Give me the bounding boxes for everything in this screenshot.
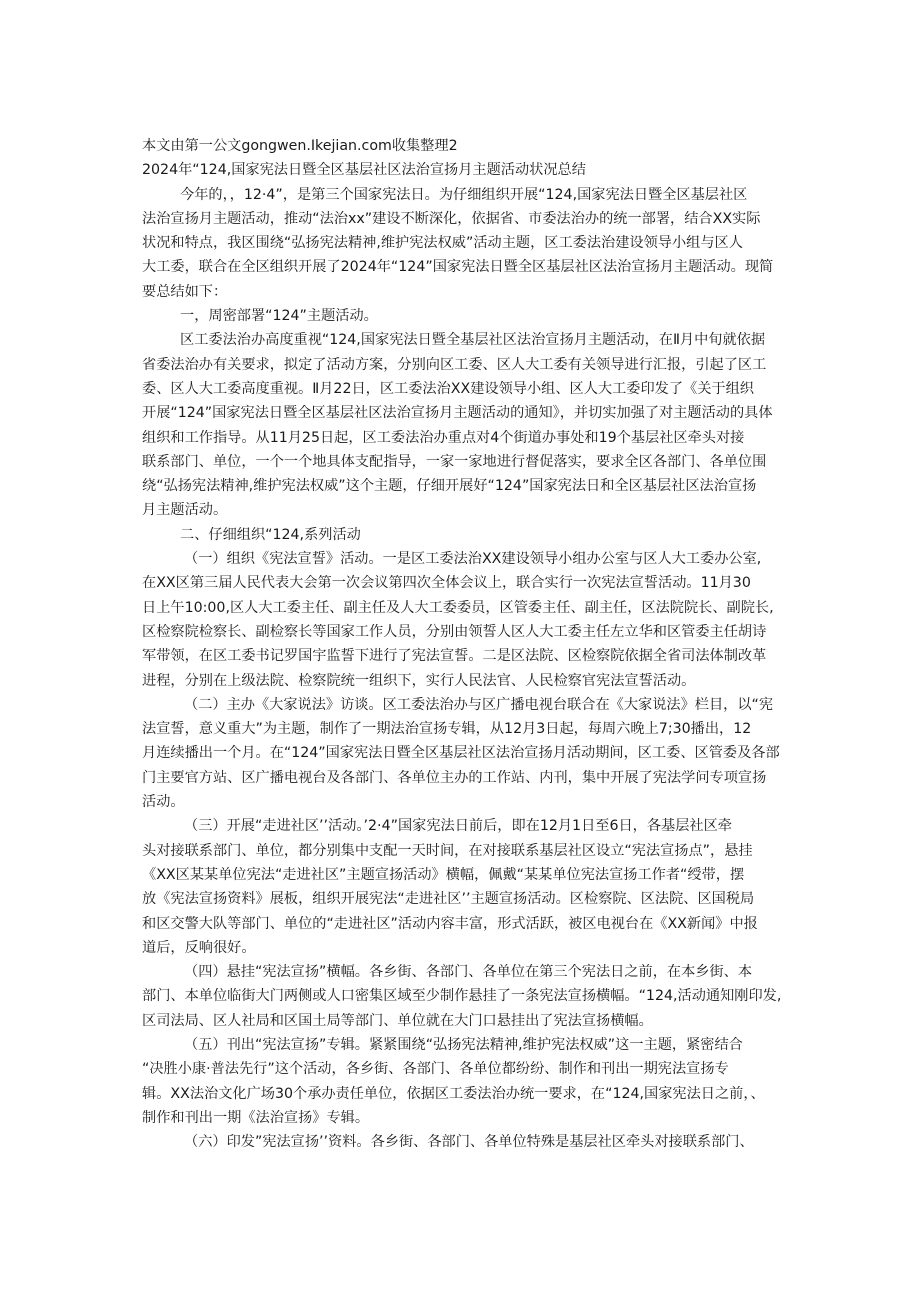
paragraph-line: 活动。 (142, 794, 185, 811)
paragraph-line: 法治宣扬月主题活动，推动“法治xx”建设不断深化，依据省、市委法治办的统一部署，结合XX实际 (142, 210, 761, 227)
paragraph-line: 和区交警大队等部门、单位的“走进社区”活动内容丰富，形式活跃，被区电视台在《XX新闻》中报 (142, 915, 758, 932)
paragraph-line: 省委法治办有关要求，拟定了活动方案，分别向区工委、区人大工委有关领导进行汇报，引起了区工 (142, 356, 767, 373)
paragraph-line: 法宣誓，意义重大”为主题，制作了一期法治宣扬专辑，从12月3日起，每周六晚上7;30播出，12 (142, 721, 752, 738)
paragraph-line: 头对接联系部门、单位，都分别集中支配一天时间，在对接联系基层社区设立“宪法宣扬点”，悬挂 (142, 842, 753, 859)
paragraph (142, 960, 790, 1033)
paragraph-line: 制作和刊出一期《法治宣扬》专辑。 (142, 1109, 370, 1126)
paragraph-line: 日上午10:00,区人大工委主任、副主任及人大工委委员，区管委主任、副主任，区法院院长、副院长, (142, 599, 774, 616)
paragraph-line: 月连续播出一个月。在“124”国家宪法日暨全区基层社区法治宣扬月活动期间，区工委、区管委及各部 (142, 745, 780, 762)
paragraph-first-line: （三）开展“走进社区’’活动。’2·4”国家宪法日前后，即在12月1日至6日，各基层社区牵 (184, 818, 732, 835)
paragraph (142, 1130, 790, 1154)
paragraph-line: 辑。XX法治文化广场30个承办责任单位，依据区工委法治办统一要求，在“124,国家宪法日之前，、 (142, 1085, 765, 1102)
paragraph-line: 绕“弘扬宪法精神,维护宪法权威”这个主题，仔细开展好“124”国家宪法日和全区基层社区法治宣扬 (142, 478, 757, 495)
paragraph-first-line: （二）主办《大家说法》访谈。区工委法治办与区广播电视台联合在《大家说法》栏目，以“宪 (184, 696, 774, 713)
paragraph (142, 1033, 790, 1130)
paragraph-line: 门主要官方站、区广播电视台及各部门、各单位主办的工作站、内刊，集中开展了宪法学问专项宣扬 (142, 769, 767, 786)
paragraph-line: 军带领，在区工委书记罗国宇监誓下进行了宪法宣誓。二是区法院、区检察院依据全省司法体制改革 (142, 648, 767, 665)
paragraph (142, 814, 790, 960)
paragraph (142, 183, 790, 304)
paragraph-line: 道后，反响很好。 (142, 939, 256, 956)
paragraph-line: 组织和工作指导。从11月25日起，区工委法治办重点对4个街道办事处和19个基层社区牵头对接 (142, 429, 745, 446)
paragraph-first-line: 二、仔细组织“124,系列活动 (180, 526, 361, 543)
paragraph-first-line: 一，周密部署“124”主题活动。 (180, 308, 378, 325)
paragraph-line: 大工委，联合在全区组织开展了2024年“124”国家宪法日暨全区基层社区法治宣扬月主题活动。现简 (142, 259, 774, 276)
paragraph-first-line: （一）组织《宪法宣誓》活动。一是区工委法治XX建设领导小组办公室与区人大工委办公室, (184, 551, 762, 568)
document-body (142, 183, 790, 1155)
paragraph-line: 联系部门、单位，一个一个地具体支配指导，一家一家地进行督促落实，要求全区各部门、各单位围 (142, 453, 767, 470)
paragraph-first-line: （六）印发”宪法宣扬’’资料。各乡街、各部门、各单位特殊是基层社区牵头对接联系部门、 (184, 1134, 754, 1151)
paragraph-line: 月主题活动。 (142, 502, 228, 519)
paragraph-line: 部门、本单位临街大门两侧或人口密集区域至少制作悬挂了一条宪法宣扬横幅。“124,活动通知刚印发, (142, 988, 782, 1005)
paragraph-line: 放《宪法宣扬资料》展板，组织开展宪法“走进社区’’主题宣扬活动。区检察院、区法院、区国税局 (142, 891, 755, 908)
paragraph (142, 328, 790, 522)
document-header: 本文由第一公文gongwen.Ikejian.com收集整理2 (142, 138, 458, 154)
paragraph-line: 区司法局、区人社局和区国土局等部门、单位就在大门口悬挂出了宪法宣扬横幅。 (142, 1012, 653, 1029)
paragraph-line: “决胜小康·普法先行”这个活动，各乡街、各部门、各单位都纷纷、制作和刊出一期宪法宣扬专 (142, 1061, 729, 1078)
paragraph-line: 委、区人大工委高度重视。Ⅱ月22日，区工委法治XX建设领导小组、区人大工委印发了《关于组织 (142, 380, 754, 397)
paragraph-first-line: 区工委法治办高度重视“124,国家宪法日暨全基层社区法治宣扬月主题活动，在Ⅱ月中旬就依据 (180, 332, 766, 349)
document-title: 2024年“124,国家宪法日暨全区基层社区法治宣扬月主题活动状况总结 (142, 162, 586, 179)
paragraph-line: 在XX区第三届人民代表大会第一次会议第四次全体会议上，联合实行一次宪法宣誓活动。11月30 (142, 575, 751, 592)
paragraph-line: 状况和特点，我区围绕“弘扬宪法精神,维护宪法权威”活动主题，区工委法治建设领导小组与区人 (142, 235, 743, 252)
document-page (142, 134, 790, 1154)
paragraph-line: 《XX区某某单位宪法“走进社区”主题宣扬活动》横幅，佩戴“某某单位宪法宣扬工作者“绶带，摆 (142, 866, 745, 883)
paragraph-first-line: （四）悬挂“宪法宣扬”横幅。各乡街、各部门、各单位在第三个宪法日之前，在本乡街、本 (184, 964, 753, 981)
paragraph-line: 开展“124”国家宪法日暨全区基层社区法治宣扬月主题活动的通知》，并切实加强了对主题活动的具体 (142, 405, 773, 422)
paragraph (142, 547, 790, 693)
paragraph (142, 693, 790, 814)
paragraph (142, 523, 790, 547)
paragraph-line: 要总结如下： (142, 283, 228, 300)
paragraph-line: 区检察院检察长、副检察长等国家工作人员，分别由领誓人区人大工委主任左立华和区管委主任胡诗 (142, 623, 767, 640)
paragraph (142, 304, 790, 328)
paragraph-line: 进程，分别在上级法院、检察院统一组织下，实行人民法官、人民检察官宪法宣誓活动。 (142, 672, 696, 689)
paragraph-first-line: 今年的，，12·4”，是第三个国家宪法日。为仔细组织开展“124,国家宪法日暨全区基层社区 (180, 186, 748, 203)
paragraph-first-line: （五）刊出“宪法宣扬”专辑。紧紧围绕“弘扬宪法精神,维护宪法权威”这一主题，紧密结合 (184, 1036, 743, 1053)
